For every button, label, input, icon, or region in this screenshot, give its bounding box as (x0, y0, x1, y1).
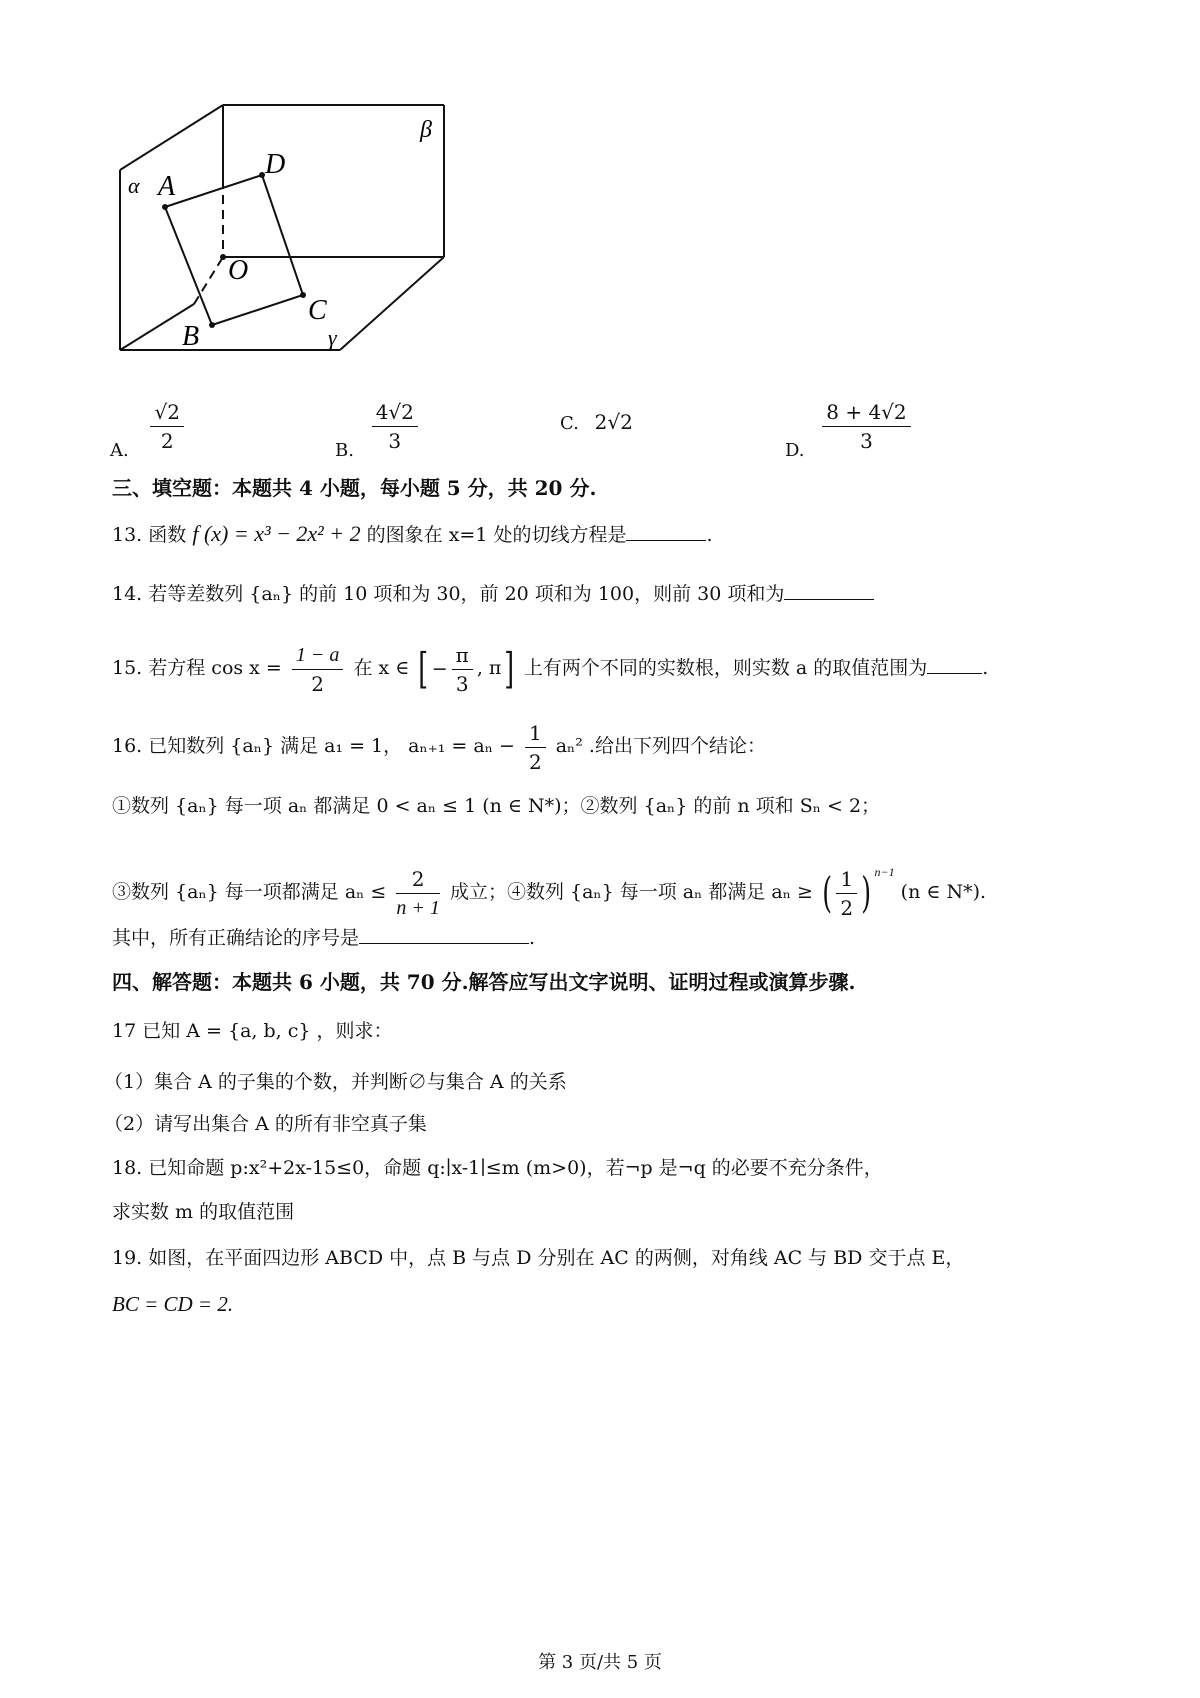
question-15: 15. 若方程 cos x = $\frac{1 - a}{2}$ 在 x ∈ [ − $\frac{\pi}{3}$ , π] 上有两个不同的实数根，则实数 a 的取值范围为 . (112, 642, 989, 696)
label-B: B (182, 321, 200, 352)
option-c-label: C. (560, 413, 579, 434)
answer-blank[interactable] (359, 925, 529, 944)
question-17-part-2: （2）请写出集合 A 的所有非空真子集 (104, 1113, 427, 1135)
edge-dashed (194, 257, 223, 304)
question-13: 13. 函数 f (x) = x³ − 2x² + 2 的图象在 x=1 处的切线方程是 . (112, 521, 713, 546)
section-4-heading: 四、解答题：本题共 6 小题，共 70 分.解答应写出文字说明、证明过程或演算步骤. (112, 970, 856, 994)
option-a[interactable] (110, 398, 188, 461)
option-b-value: $\frac{4√2}{3}$ (372, 398, 418, 455)
label-D: D (265, 149, 286, 180)
option-a-value: $\frac{√2}{2}$ (150, 398, 183, 455)
answer-blank[interactable] (784, 581, 874, 600)
quad-ABCD (165, 175, 303, 325)
answer-blank[interactable] (626, 522, 706, 541)
label-C: C (308, 295, 327, 326)
question-16-line-4: 其中，所有正确结论的序号是 . (112, 927, 536, 949)
question-17: 17 已知 A = {a, b, c} ，则求： (112, 1020, 393, 1042)
edge (340, 257, 444, 350)
question-16-line-1: 16. 已知数列 {aₙ} 满足 a₁ = 1， aₙ₊₁ = aₙ − $\frac{1}{2}$ aₙ² .给出下列四个结论： (112, 720, 766, 774)
label-alpha: α (128, 173, 140, 198)
point-O (220, 254, 226, 260)
label-gamma: γ (328, 325, 337, 350)
option-d[interactable] (785, 398, 915, 461)
question-17-part-1: （1）集合 A 的子集的个数，并判断∅与集合 A 的关系 (104, 1071, 567, 1093)
label-O: O (228, 255, 249, 286)
point-C (300, 292, 306, 298)
label-beta: β (420, 117, 432, 143)
point-A (162, 204, 168, 210)
question-19-line-2: BC = CD = 2. (112, 1292, 234, 1316)
question-18-line-1: 18. 已知命题 p:x²+2x-15≤0，命题 q:∣x-1∣≤m (m>0)，若¬p 是¬q 的必要不充分条件， (112, 1157, 883, 1179)
option-d-label: D. (785, 439, 805, 461)
option-c-value: 2√2 (594, 410, 633, 434)
edge (120, 105, 223, 170)
question-16-line-3: ③数列 {aₙ} 每一项都满足 aₙ ≤ $\frac{2}{n + 1}$ 成立；④数列 {aₙ} 每一项 aₙ 都满足 aₙ ≥ ( $\frac{1}{2}$ ) $^{n-1}$ (n ∈ N*). (112, 865, 987, 920)
question-19-line-1: 19. 如图，在平面四边形 ABCD 中，点 B 与点 D 分别在 AC 的两侧，对角线 AC 与 BD 交于点 E， (112, 1247, 965, 1269)
point-B (209, 322, 215, 328)
option-d-value: $\frac{8 + 4√2}{3}$ (822, 398, 910, 455)
page-footer: 第 3 页/共 5 页 (538, 1652, 662, 1673)
section-3-heading: 三、填空题：本题共 4 小题，每小题 5 分，共 20 分. (112, 476, 597, 500)
option-b[interactable] (335, 398, 422, 461)
option-c[interactable] (560, 410, 633, 434)
question-16-line-2: ①数列 {aₙ} 每一项 aₙ 都满足 0 < aₙ ≤ 1 (n ∈ N*)；②数列 {aₙ} 的前 n 项和 Sₙ < 2； (112, 795, 881, 817)
option-a-label: A. (110, 439, 129, 461)
geometry-figure (110, 95, 490, 370)
label-A: A (158, 171, 176, 202)
question-14: 14. 若等差数列 {aₙ} 的前 10 项和为 30，前 20 项和为 100，则前 30 项和为 (112, 580, 874, 608)
option-b-label: B. (335, 439, 354, 461)
answer-blank[interactable] (927, 655, 982, 674)
question-18-line-2: 求实数 m 的取值范围 (112, 1201, 295, 1223)
